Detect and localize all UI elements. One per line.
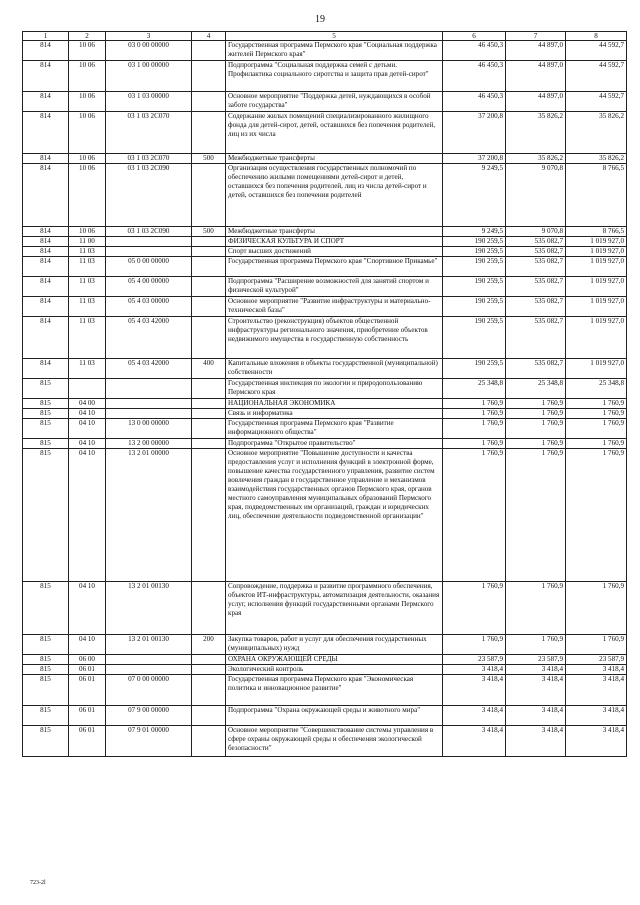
- col-target-article: 05 4 03 42000: [106, 317, 192, 359]
- column-header-8: 8: [566, 32, 627, 41]
- col-amount-6: 23 587,9: [443, 655, 506, 665]
- col-section-code: 10 06: [69, 61, 106, 92]
- col-expense-type: [192, 317, 226, 359]
- col-amount-8: 3 418,4: [566, 706, 627, 726]
- col-expense-type: [192, 112, 226, 154]
- col-agency-code: 814: [23, 154, 69, 164]
- col-amount-7: 1 760,9: [506, 439, 566, 449]
- col-amount-6: 3 418,4: [443, 675, 506, 706]
- col-amount-6: 46 450,3: [443, 92, 506, 112]
- col-expense-type: [192, 726, 226, 757]
- col-section-code: 10 06: [69, 164, 106, 227]
- col-agency-code: 814: [23, 277, 69, 297]
- col-name: Строительство (реконструкция) объектов общественной инфраструктуры регионального значения, приобретение объектов недвижимого имущества в государственную собственность: [226, 317, 443, 359]
- col-section-code: 10 06: [69, 112, 106, 154]
- table-row: [23, 317, 627, 359]
- col-amount-8: 1 760,9: [566, 582, 627, 635]
- col-expense-type: 500: [192, 227, 226, 237]
- col-section-code: 11 03: [69, 317, 106, 359]
- col-expense-type: [192, 706, 226, 726]
- col-amount-8: 1 760,9: [566, 399, 627, 409]
- col-agency-code: 815: [23, 399, 69, 409]
- col-agency-code: 814: [23, 92, 69, 112]
- col-amount-8: 1 019 927,0: [566, 359, 627, 379]
- col-amount-6: 1 760,9: [443, 449, 506, 582]
- col-name: Подпрограмма "Социальная поддержка семей с детьми. Профилактика социального сиротства и защита прав детей-сирот": [226, 61, 443, 92]
- col-section-code: 04 10: [69, 439, 106, 449]
- col-amount-6: 190 259,5: [443, 359, 506, 379]
- col-amount-6: 9 249,5: [443, 164, 506, 227]
- col-amount-6: 37 200,8: [443, 154, 506, 164]
- col-amount-6: 190 259,5: [443, 257, 506, 277]
- col-amount-8: 1 760,9: [566, 439, 627, 449]
- table-row: [23, 257, 627, 277]
- table-row: [23, 359, 627, 379]
- col-agency-code: 814: [23, 227, 69, 237]
- table-row: [23, 439, 627, 449]
- page-number: 19: [315, 14, 325, 25]
- col-expense-type: 500: [192, 154, 226, 164]
- col-name: Связь и информатика: [226, 409, 443, 419]
- col-amount-8: 1 760,9: [566, 419, 627, 439]
- col-amount-6: 1 760,9: [443, 582, 506, 635]
- col-target-article: 05 4 00 00000: [106, 277, 192, 297]
- col-amount-6: 1 760,9: [443, 439, 506, 449]
- col-agency-code: 814: [23, 237, 69, 247]
- col-name: Государственная программа Пермского края "Спортивное Прикамье": [226, 257, 443, 277]
- col-target-article: 03 1 03 2С090: [106, 164, 192, 227]
- col-expense-type: [192, 247, 226, 257]
- col-amount-7: 1 760,9: [506, 409, 566, 419]
- col-amount-8: 8 766,5: [566, 164, 627, 227]
- col-amount-7: 35 826,2: [506, 154, 566, 164]
- col-target-article: 03 1 00 00000: [106, 61, 192, 92]
- table-row: [23, 582, 627, 635]
- col-name: НАЦИОНАЛЬНАЯ ЭКОНОМИКА: [226, 399, 443, 409]
- table-row: [23, 399, 627, 409]
- col-amount-8: 44 592,7: [566, 92, 627, 112]
- col-amount-7: 44 897,0: [506, 92, 566, 112]
- col-agency-code: 815: [23, 655, 69, 665]
- col-section-code: 11 03: [69, 277, 106, 297]
- col-section-code: 10 06: [69, 92, 106, 112]
- col-amount-8: 35 826,2: [566, 154, 627, 164]
- col-amount-6: 3 418,4: [443, 706, 506, 726]
- col-agency-code: 814: [23, 257, 69, 277]
- col-expense-type: [192, 277, 226, 297]
- col-section-code: 06 00: [69, 655, 106, 665]
- col-target-article: [106, 399, 192, 409]
- col-section-code: 04 00: [69, 399, 106, 409]
- col-amount-8: 3 418,4: [566, 726, 627, 757]
- col-amount-6: 190 259,5: [443, 237, 506, 247]
- col-amount-8: 44 592,7: [566, 61, 627, 92]
- col-target-article: 13 2 01 00000: [106, 449, 192, 582]
- table-row: [23, 92, 627, 112]
- col-expense-type: [192, 399, 226, 409]
- col-amount-6: 1 760,9: [443, 419, 506, 439]
- col-target-article: 03 1 03 2С070: [106, 112, 192, 154]
- table-row: [23, 237, 627, 247]
- col-amount-6: 46 450,3: [443, 41, 506, 61]
- col-expense-type: [192, 675, 226, 706]
- col-agency-code: 815: [23, 449, 69, 582]
- col-target-article: 13 2 01 00130: [106, 635, 192, 655]
- col-agency-code: 815: [23, 706, 69, 726]
- col-amount-8: 44 592,7: [566, 41, 627, 61]
- col-agency-code: 815: [23, 726, 69, 757]
- document-code: 723-2l: [30, 880, 46, 886]
- column-header-2: 2: [69, 32, 106, 41]
- col-target-article: [106, 409, 192, 419]
- table-row: [23, 726, 627, 757]
- col-amount-8: 3 418,4: [566, 675, 627, 706]
- col-target-article: 03 1 03 00000: [106, 92, 192, 112]
- col-amount-7: 3 418,4: [506, 665, 566, 675]
- col-agency-code: 815: [23, 675, 69, 706]
- col-name: Спорт высших достижений: [226, 247, 443, 257]
- table-row: [23, 247, 627, 257]
- table-row: [23, 61, 627, 92]
- col-expense-type: [192, 582, 226, 635]
- col-amount-7: 1 760,9: [506, 449, 566, 582]
- table-row: [23, 297, 627, 317]
- col-name: ФИЗИЧЕСКАЯ КУЛЬТУРА И СПОРТ: [226, 237, 443, 247]
- table-row: [23, 41, 627, 61]
- col-expense-type: [192, 92, 226, 112]
- col-section-code: 11 03: [69, 359, 106, 379]
- col-target-article: [106, 655, 192, 665]
- table-row: [23, 227, 627, 237]
- col-expense-type: [192, 164, 226, 227]
- column-header-5: 5: [226, 32, 443, 41]
- col-expense-type: [192, 61, 226, 92]
- col-name: Содержание жилых помещений специализированного жилищного фонда для детей-сирот, детей, оставшихся без попечения родителей, лиц из их числа: [226, 112, 443, 154]
- col-amount-8: 3 418,4: [566, 665, 627, 675]
- col-agency-code: 814: [23, 247, 69, 257]
- col-amount-7: 535 082,7: [506, 277, 566, 297]
- col-target-article: 03 0 00 00000: [106, 41, 192, 61]
- col-section-code: 04 10: [69, 582, 106, 635]
- col-name: Основное мероприятие "Поддержка детей, нуждающихся в особой заботе государства": [226, 92, 443, 112]
- col-target-article: 13 2 00 00000: [106, 439, 192, 449]
- col-expense-type: [192, 449, 226, 582]
- col-expense-type: [192, 655, 226, 665]
- col-expense-type: [192, 379, 226, 399]
- col-amount-8: 1 019 927,0: [566, 237, 627, 247]
- col-agency-code: 815: [23, 439, 69, 449]
- col-amount-7: 535 082,7: [506, 257, 566, 277]
- col-amount-7: 1 760,9: [506, 419, 566, 439]
- col-amount-6: 1 760,9: [443, 635, 506, 655]
- col-amount-7: 3 418,4: [506, 706, 566, 726]
- col-amount-7: 1 760,9: [506, 399, 566, 409]
- col-agency-code: 814: [23, 317, 69, 359]
- table-row: [23, 655, 627, 665]
- col-amount-8: 1 019 927,0: [566, 297, 627, 317]
- col-agency-code: 814: [23, 359, 69, 379]
- col-amount-7: 535 082,7: [506, 297, 566, 317]
- col-amount-7: 535 082,7: [506, 247, 566, 257]
- col-amount-7: 9 070,8: [506, 164, 566, 227]
- col-section-code: 04 10: [69, 449, 106, 582]
- col-agency-code: 815: [23, 635, 69, 655]
- col-amount-6: 1 760,9: [443, 409, 506, 419]
- col-target-article: 03 1 03 2С070: [106, 154, 192, 164]
- col-section-code: 11 03: [69, 257, 106, 277]
- table-row: [23, 409, 627, 419]
- col-name: Подпрограмма "Расширение возможностей для занятий спортом и физической культурой": [226, 277, 443, 297]
- col-section-code: 06 01: [69, 675, 106, 706]
- col-target-article: 07 9 00 00000: [106, 706, 192, 726]
- column-header-3: 3: [106, 32, 192, 41]
- col-agency-code: 815: [23, 582, 69, 635]
- column-header-4: 4: [192, 32, 226, 41]
- col-target-article: 05 4 03 42000: [106, 359, 192, 379]
- col-amount-7: 25 348,8: [506, 379, 566, 399]
- col-agency-code: 814: [23, 61, 69, 92]
- col-amount-8: 1 760,9: [566, 635, 627, 655]
- col-expense-type: [192, 665, 226, 675]
- col-expense-type: [192, 257, 226, 277]
- col-amount-8: 35 826,2: [566, 112, 627, 154]
- header-row: [23, 32, 627, 41]
- table-row: [23, 164, 627, 227]
- col-name: Капитальные вложения в объекты государственной (муниципальной) собственности: [226, 359, 443, 379]
- col-agency-code: 815: [23, 419, 69, 439]
- col-agency-code: 814: [23, 164, 69, 227]
- table-row: [23, 154, 627, 164]
- col-name: Межбюджетные трансферты: [226, 227, 443, 237]
- col-amount-8: 1 760,9: [566, 449, 627, 582]
- col-target-article: [106, 379, 192, 399]
- col-amount-7: 44 897,0: [506, 41, 566, 61]
- col-amount-6: 190 259,5: [443, 277, 506, 297]
- col-amount-7: 535 082,7: [506, 317, 566, 359]
- col-section-code: 11 03: [69, 247, 106, 257]
- col-section-code: 11 03: [69, 297, 106, 317]
- col-expense-type: [192, 419, 226, 439]
- col-agency-code: 815: [23, 665, 69, 675]
- col-amount-6: 25 348,8: [443, 379, 506, 399]
- col-name: Организация осуществления государственных полномочий по обеспечению жилыми помещениями детей-сирот и детей, оставшихся без попечения родителей, лиц из числа детей-сирот и детей, оставшихся без попечения родителей: [226, 164, 443, 227]
- col-agency-code: 814: [23, 41, 69, 61]
- col-amount-7: 1 760,9: [506, 635, 566, 655]
- table-row: [23, 665, 627, 675]
- col-target-article: 13 2 01 00130: [106, 582, 192, 635]
- col-name: Подпрограмма "Охрана окружающей среды и животного мира": [226, 706, 443, 726]
- table-row: [23, 277, 627, 297]
- col-agency-code: 815: [23, 409, 69, 419]
- col-amount-7: 9 070,8: [506, 227, 566, 237]
- col-agency-code: 815: [23, 379, 69, 399]
- col-name: Сопровождение, поддержка и развитие программного обеспечения, объектов ИТ-инфраструктуры, автоматизация деятельности, оказания услуг, исполнения функций государственными органами Пермского края: [226, 582, 443, 635]
- col-section-code: 10 06: [69, 227, 106, 237]
- col-name: Основное мероприятие "Совершенствование системы управления в сфере охраны окружающей среды и обеспечения экологической безопасности": [226, 726, 443, 757]
- col-amount-6: 190 259,5: [443, 297, 506, 317]
- col-name: Подпрограмма "Открытое правительство": [226, 439, 443, 449]
- col-amount-7: 3 418,4: [506, 675, 566, 706]
- col-agency-code: 814: [23, 297, 69, 317]
- col-expense-type: 200: [192, 635, 226, 655]
- table-row: [23, 112, 627, 154]
- col-amount-8: 1 019 927,0: [566, 247, 627, 257]
- col-name: Основное мероприятие "Повышение доступности и качества предоставления услуг и исполнения функций в электронной форме, повышение качества государственного управления, развитие систем вовлечения граждан в государственное управление и механизмов взаимодействия государственных органов Пермского края, органов местного самоуправления муниципальных образований Пермского края, подведомственных им организаций, граждан и юридических лиц, обеспечение деятельности подведомственной организации": [226, 449, 443, 582]
- col-amount-8: 1 760,9: [566, 409, 627, 419]
- col-amount-6: 190 259,5: [443, 247, 506, 257]
- col-section-code: 04 10: [69, 635, 106, 655]
- col-section-code: 06 01: [69, 665, 106, 675]
- col-amount-7: 1 760,9: [506, 582, 566, 635]
- col-expense-type: [192, 409, 226, 419]
- col-amount-7: 535 082,7: [506, 237, 566, 247]
- col-target-article: 05 0 00 00000: [106, 257, 192, 277]
- col-section-code: 06 01: [69, 706, 106, 726]
- col-amount-6: 37 200,8: [443, 112, 506, 154]
- col-target-article: 07 9 01 00000: [106, 726, 192, 757]
- col-amount-6: 3 418,4: [443, 665, 506, 675]
- col-name: ОХРАНА ОКРУЖАЮЩЕЙ СРЕДЫ: [226, 655, 443, 665]
- col-target-article: 03 1 03 2С090: [106, 227, 192, 237]
- col-amount-8: 23 587,9: [566, 655, 627, 665]
- col-amount-8: 1 019 927,0: [566, 317, 627, 359]
- column-header-6: 6: [443, 32, 506, 41]
- col-target-article: [106, 665, 192, 675]
- column-header-7: 7: [506, 32, 566, 41]
- col-section-code: 06 01: [69, 726, 106, 757]
- col-name: Государственная программа Пермского края "Развитие информационного общества": [226, 419, 443, 439]
- table-body: [23, 41, 627, 757]
- col-name: Основное мероприятие "Развитие инфраструктуры и материально-технической базы": [226, 297, 443, 317]
- col-amount-6: 9 249,5: [443, 227, 506, 237]
- col-amount-8: 25 348,8: [566, 379, 627, 399]
- col-expense-type: [192, 297, 226, 317]
- col-amount-7: 23 587,9: [506, 655, 566, 665]
- col-amount-7: 3 418,4: [506, 726, 566, 757]
- col-amount-7: 35 826,2: [506, 112, 566, 154]
- col-target-article: 07 0 00 00000: [106, 675, 192, 706]
- col-name: Государственная инспекция по экологии и природопользованию Пермского края: [226, 379, 443, 399]
- budget-table: [22, 31, 627, 757]
- col-name: Межбюджетные трансферты: [226, 154, 443, 164]
- col-amount-7: 535 082,7: [506, 359, 566, 379]
- col-section-code: 04 10: [69, 419, 106, 439]
- table-row: [23, 635, 627, 655]
- col-section-code: [69, 379, 106, 399]
- table-row: [23, 379, 627, 399]
- col-amount-6: 190 259,5: [443, 317, 506, 359]
- col-name: Государственная программа Пермского края "Экономическая политика и инновационное развитие": [226, 675, 443, 706]
- col-section-code: 11 00: [69, 237, 106, 247]
- col-amount-6: 46 450,3: [443, 61, 506, 92]
- table-row: [23, 706, 627, 726]
- col-target-article: 13 0 00 00000: [106, 419, 192, 439]
- column-header-1: 1: [23, 32, 69, 41]
- col-name: Государственная программа Пермского края "Социальная поддержка жителей Пермского края": [226, 41, 443, 61]
- col-name: Экологический контроль: [226, 665, 443, 675]
- col-expense-type: [192, 41, 226, 61]
- col-amount-7: 44 897,0: [506, 61, 566, 92]
- col-target-article: [106, 247, 192, 257]
- table-row: [23, 419, 627, 439]
- col-amount-6: 3 418,4: [443, 726, 506, 757]
- col-amount-8: 1 019 927,0: [566, 257, 627, 277]
- col-target-article: [106, 237, 192, 247]
- col-section-code: 10 06: [69, 154, 106, 164]
- col-expense-type: 400: [192, 359, 226, 379]
- col-expense-type: [192, 237, 226, 247]
- col-agency-code: 814: [23, 112, 69, 154]
- col-name: Закупка товаров, работ и услуг для обеспечения государственных (муниципальных) нужд: [226, 635, 443, 655]
- col-section-code: 04 10: [69, 409, 106, 419]
- col-expense-type: [192, 439, 226, 449]
- col-amount-6: 1 760,9: [443, 399, 506, 409]
- col-target-article: 05 4 03 00000: [106, 297, 192, 317]
- col-amount-8: 8 766,5: [566, 227, 627, 237]
- table-row: [23, 449, 627, 582]
- col-section-code: 10 06: [69, 41, 106, 61]
- col-amount-8: 1 019 927,0: [566, 277, 627, 297]
- table-row: [23, 675, 627, 706]
